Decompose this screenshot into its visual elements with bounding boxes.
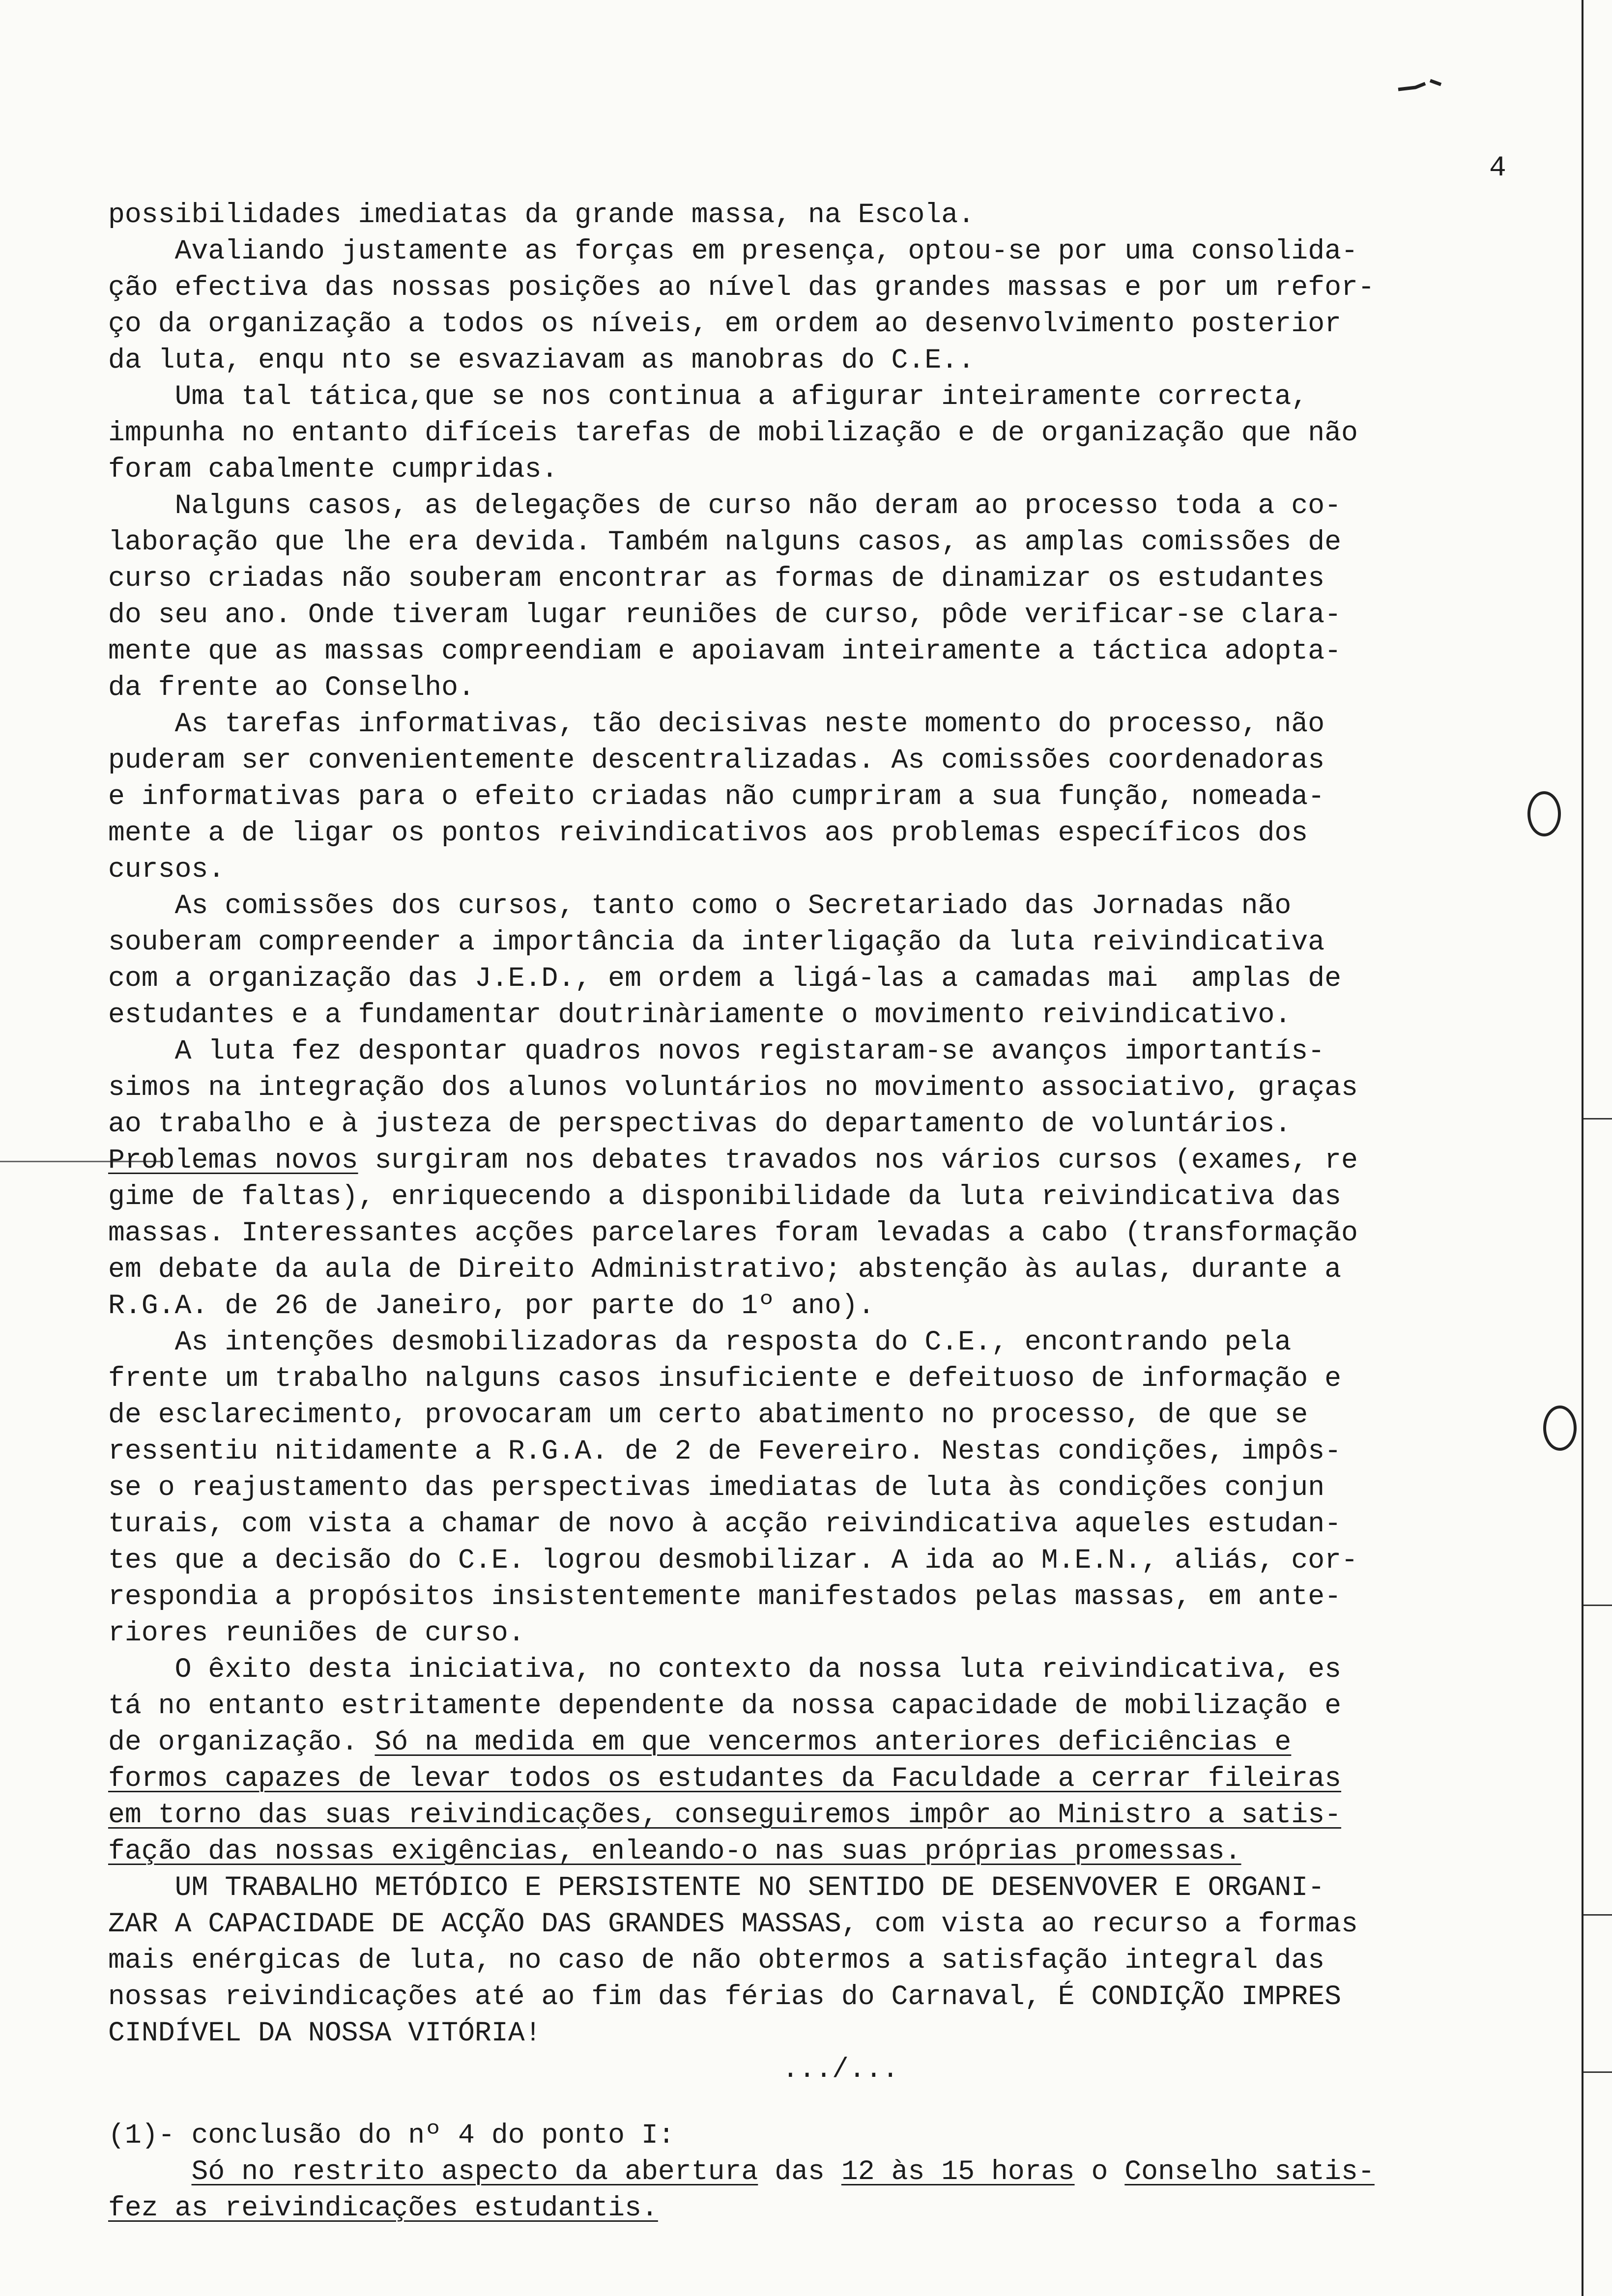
body-line — [108, 488, 1573, 524]
text-run: surgiram nos debates travados nos vários cursos (exames, re — [358, 1145, 1358, 1176]
text-run: Uma tal tática,que se nos continua a afigurar inteiramente correcta, — [108, 381, 1308, 412]
body-line — [108, 524, 1573, 560]
body-line — [108, 1360, 1573, 1397]
text-run: ção efectiva das nossas posições ao nível das grandes massas e por um refor- — [108, 272, 1375, 303]
body-line — [108, 1615, 1573, 1651]
text-run: impunha no entanto difíceis tarefas de mobilização e de organização que não — [108, 417, 1358, 449]
underlined-text: 12 às 15 horas — [841, 2156, 1075, 2187]
text-run: massas. Interessantes acções parcelares foram levadas a cabo (transformação — [108, 1217, 1358, 1249]
text-run: gime de faltas), enriquecendo a disponibilidade da luta reivindicativa das — [108, 1181, 1342, 1212]
body-line — [108, 1215, 1573, 1251]
text-run: ressentiu nitidamente a R.G.A. de 2 de Fevereiro. Nestas condições, impôs- — [108, 1435, 1342, 1467]
body-line — [108, 778, 1573, 815]
body-line — [108, 342, 1573, 378]
text-run: As comissões dos cursos, tanto como o Secretariado das Jornadas não — [108, 890, 1292, 921]
text-run: A luta fez despontar quadros novos registaram-se avanços importantís- — [108, 1035, 1325, 1067]
body-line — [108, 633, 1573, 669]
text-run: das — [758, 2156, 841, 2187]
underlined-text: em torno das suas reivindicações, conseguiremos impôr ao Ministro a satis- — [108, 1799, 1342, 1831]
text-run: ço da organização a todos os níveis, em ordem ao desenvolvimento posterior — [108, 308, 1342, 340]
text-run: tes que a decisão do C.E. logrou desmobilizar. A ida ao M.E.N., aliás, cor- — [108, 1545, 1358, 1576]
page-number: 4 — [1489, 152, 1506, 184]
body-line — [108, 1288, 1573, 1324]
body-line — [108, 1069, 1573, 1106]
body-line — [108, 197, 1573, 233]
text-run: simos na integração dos alunos voluntários no movimento associativo, graças — [108, 1072, 1358, 1103]
text-run: de organização. — [108, 1726, 375, 1758]
text-run: da luta, enqu nto se esvaziavam as manobras do C.E.. — [108, 344, 975, 376]
body-line — [108, 1833, 1573, 1869]
continuation-mark: .../... — [782, 2054, 899, 2085]
text-run: Avaliando justamente as forças em presença, optou-se por uma consolida- — [108, 235, 1358, 267]
ink-mark — [1396, 74, 1445, 98]
text-run: laboração que lhe era devida. Também nalguns casos, as amplas comissões de — [108, 526, 1342, 558]
body-line — [108, 415, 1573, 451]
body-line — [108, 1469, 1573, 1506]
text-run: estudantes e a fundamentar doutrinàriamente o movimento reivindicativo. — [108, 999, 1292, 1031]
body-line — [108, 1869, 1573, 1906]
text-run — [108, 2156, 192, 2187]
spacer — [108, 2088, 1573, 2117]
margin-tick — [1583, 1605, 1612, 1606]
text-run: CINDÍVEL DA NOSSA VITÓRIA! — [108, 2017, 542, 2049]
body-line — [108, 1979, 1573, 2015]
body-line — [108, 1106, 1573, 1142]
underlined-text: Problemas novos — [108, 1145, 358, 1176]
text-run: da frente ao Conselho. — [108, 672, 475, 703]
text-run: tá no entanto estritamente dependente da nossa capacidade de mobilização e — [108, 1690, 1342, 1722]
text-run: R.G.A. de 26 de Janeiro, por parte do 1º ano). — [108, 1290, 875, 1321]
body-line — [108, 560, 1573, 597]
body-line — [108, 960, 1573, 997]
text-run: riores reuniões de curso. — [108, 1617, 525, 1649]
text-run: em debate da aula de Direito Administrativo; abstenção às aulas, durante a — [108, 1254, 1342, 1285]
text-run: se o reajustamento das perspectivas imediatas de luta às condições conjun — [108, 1472, 1325, 1503]
text-run: puderam ser convenientemente descentralizadas. As comissões coordenadoras — [108, 745, 1325, 776]
body-line — [108, 233, 1573, 269]
body-line — [108, 1251, 1573, 1288]
body-line — [108, 815, 1573, 851]
text-run: foram cabalmente cumpridas. — [108, 454, 558, 485]
main-paragraphs — [108, 197, 1573, 2051]
text-run: de esclarecimento, provocaram um certo abatimento no processo, de que se — [108, 1399, 1308, 1431]
body-line — [108, 1578, 1573, 1615]
text-run: respondia a propósitos insistentemente manifestados pelas massas, em ante- — [108, 1581, 1342, 1612]
text-run: curso criadas não souberam encontrar as formas de dinamizar os estudantes — [108, 563, 1325, 594]
text-run: mais enérgicas de luta, no caso de não obtermos a satisfação integral das — [108, 1945, 1325, 1976]
footnote-line — [108, 2117, 1573, 2153]
text-run: e informativas para o efeito criadas não cumpriram a sua função, nomeada- — [108, 781, 1325, 812]
body-line — [108, 1688, 1573, 1724]
underlined-text: fez as reivindicações estudantis. — [108, 2192, 658, 2224]
body-line — [108, 1724, 1573, 1760]
body-text — [108, 197, 1573, 2226]
text-run: mente que as massas compreendiam e apoiavam inteiramente a táctica adopta- — [108, 635, 1342, 667]
text-run: nossas reivindicações até ao fim das férias do Carnaval, É CONDIÇÃO IMPRES — [108, 1981, 1342, 2012]
body-line — [108, 1178, 1573, 1215]
body-line — [108, 1397, 1573, 1433]
underlined-text: Só no restrito aspecto da abertura — [191, 2156, 758, 2187]
underlined-text: fação das nossas exigências, enleando-o nas suas próprias promessas. — [108, 1836, 1241, 1867]
right-margin-rule — [1582, 0, 1583, 2296]
body-line — [108, 1760, 1573, 1797]
footnote — [108, 2117, 1573, 2226]
text-run: o — [1074, 2156, 1125, 2187]
text-run: O êxito desta iniciativa, no contexto da nossa luta reivindicativa, es — [108, 1654, 1342, 1685]
text-run: UM TRABALHO METÓDICO E PERSISTENTE NO SENTIDO DE DESENVOVER E ORGANI- — [108, 1872, 1325, 1903]
text-run: com a organização das J.E.D., em ordem a ligá-las a camadas mai amplas de — [108, 963, 1342, 994]
margin-tick — [1583, 1118, 1612, 1119]
footnote-line — [108, 2153, 1573, 2190]
body-line — [108, 1651, 1573, 1688]
text-run: ZAR A CAPACIDADE DE ACÇÃO DAS GRANDES MASSAS, com vista ao recurso a formas — [108, 1908, 1358, 1940]
body-line — [108, 1797, 1573, 1833]
body-line — [108, 997, 1573, 1033]
text-run: cursos. — [108, 854, 225, 885]
text-run: frente um trabalho nalguns casos insuficiente e defeituoso de informação e — [108, 1363, 1342, 1394]
body-line — [108, 306, 1573, 342]
text-run: (1)- conclusão do nº 4 do ponto I: — [108, 2120, 675, 2151]
body-line — [108, 669, 1573, 706]
body-line — [108, 888, 1573, 924]
underlined-text: Conselho satis- — [1124, 2156, 1375, 2187]
margin-tick — [1583, 1914, 1612, 1916]
body-line — [108, 378, 1573, 415]
body-line — [108, 1942, 1573, 1979]
margin-tick — [1583, 2071, 1612, 2073]
text-run: Nalguns casos, as delegações de curso não deram ao processo toda a co- — [108, 490, 1342, 521]
body-line — [108, 2015, 1573, 2051]
body-line — [108, 451, 1573, 488]
body-line — [108, 1033, 1573, 1069]
body-line — [108, 1506, 1573, 1542]
body-line — [108, 1433, 1573, 1469]
text-run: do seu ano. Onde tiveram lugar reuniões de curso, pôde verificar-se clara- — [108, 599, 1342, 631]
body-line — [108, 706, 1573, 742]
body-line — [108, 924, 1573, 960]
footnote-line — [108, 2190, 1573, 2226]
text-run: possibilidades imediatas da grande massa, na Escola. — [108, 199, 975, 230]
body-line — [108, 851, 1573, 888]
underlined-text: Só na medida em que vencermos anteriores deficiências e — [374, 1726, 1292, 1758]
text-run: ao trabalho e à justeza de perspectivas do departamento de voluntários. — [108, 1108, 1292, 1140]
body-line — [108, 1142, 1573, 1178]
text-run: turais, com vista a chamar de novo à acção reivindicativa aqueles estudan- — [108, 1508, 1342, 1540]
body-line — [108, 1542, 1573, 1578]
body-line — [108, 269, 1573, 306]
text-run: mente a de ligar os pontos reivindicativos aos problemas específicos dos — [108, 817, 1308, 849]
body-line — [108, 597, 1573, 633]
body-line — [108, 1324, 1573, 1360]
text-run: As intenções desmobilizadoras da resposta do C.E., encontrando pela — [108, 1326, 1292, 1358]
body-line — [108, 742, 1573, 778]
body-line — [108, 1906, 1573, 1942]
text-run: souberam compreender a importância da interligação da luta reivindicativa — [108, 926, 1325, 958]
underlined-text: formos capazes de levar todos os estudantes da Faculdade a cerrar fileiras — [108, 1763, 1342, 1794]
text-run: As tarefas informativas, tão decisivas neste momento do processo, não — [108, 708, 1325, 740]
